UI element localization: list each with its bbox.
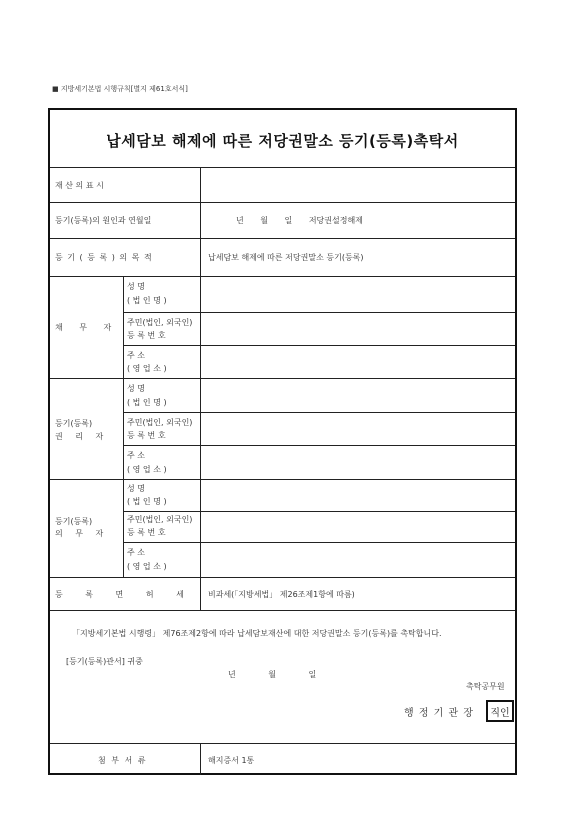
obligor-name-label: 성 명 [127,484,145,493]
attachments-label: 첨 부 서 류 [98,756,146,765]
debtor-label: 채 무 자 [55,323,112,332]
rule [50,743,515,744]
obligor-addr-label: 주 소 [127,548,145,557]
registration-tax-value: 비과세(「지방세법」 제26조제1항에 따름) [208,590,355,599]
cause-value: 년 월 일 저당권설정해제 [236,216,363,225]
rule [200,167,201,278]
rule [50,167,515,168]
rule [50,577,515,578]
rule [123,276,124,577]
debtor-id-label-sub: 등 록 번 호 [127,331,166,340]
debtor-addr-label-sub: ( 영 업 소 ) [127,364,167,373]
rule [50,202,515,203]
declaration-text: 「지방세기본법 시행령」 제76조제2항에 따라 납세담보재산에 대한 저당권말소 등기(등록)를 촉탁합니다. [72,629,442,638]
rule [200,276,201,610]
rightholder-addr-label-sub: ( 영 업 소 ) [127,465,167,474]
rule [50,610,515,611]
rule [50,238,515,239]
rule [50,479,515,480]
obligor-id-label: 주민(법인, 외국인) [127,515,193,524]
attachments-value: 해지증서 1통 [208,756,255,765]
form-frame [48,108,517,775]
debtor-name-label: 성 명 [127,282,145,291]
official-title: 촉탁공무원 [466,682,505,691]
obligor-label: 등기(등록) [55,517,93,526]
form-code: ■ 지방세기본법 시행규칙[별지 제61호서식] [52,85,188,93]
property-label: 재 산 의 표 시 [55,181,104,190]
authority-name: 행 정 기 관 장 [404,708,475,719]
debtor-id-label: 주민(법인, 외국인) [127,318,193,327]
rule [123,412,515,413]
purpose-label: 등 기 ( 등 록 ) 의 목 적 [55,253,152,262]
rule [123,345,515,346]
rule [123,312,515,313]
rule [200,743,201,775]
rule [123,445,515,446]
obligor-id-label-sub: 등 록 번 호 [127,528,166,537]
registration-tax-label: 등 록 면 허 세 [55,590,184,599]
rule [123,511,515,512]
purpose-value: 납세담보 해제에 따른 저당권말소 등기(등록) [208,253,364,262]
rightholder-name-label-sub: ( 법 인 명 ) [127,398,167,407]
declaration-recipient: [등기(등록)관서] 귀중 [66,657,143,666]
rightholder-label: 등기(등록) [55,419,93,428]
declaration-date: 년 월 일 [228,670,317,679]
rule [50,276,515,277]
obligor-name-label-sub: ( 법 인 명 ) [127,497,167,506]
rightholder-label-line2: 권 리 자 [55,432,104,441]
official-seal: 직인 [486,700,514,722]
debtor-name-label-sub: ( 법 인 명 ) [127,296,167,305]
rightholder-id-label-sub: 등 록 번 호 [127,431,166,440]
rightholder-name-label: 성 명 [127,384,145,393]
cause-label: 등기(등록)의 원인과 연월일 [55,216,152,225]
rightholder-id-label: 주민(법인, 외국인) [127,418,193,427]
obligor-addr-label-sub: ( 영 업 소 ) [127,562,167,571]
rightholder-addr-label: 주 소 [127,451,145,460]
form-title: 납세담보 해제에 따른 저당권말소 등기(등록)촉탁서 [106,132,459,150]
rule [50,378,515,379]
obligor-label-line2: 의 무 자 [55,529,104,538]
debtor-addr-label: 주 소 [127,351,145,360]
rule [123,542,515,543]
